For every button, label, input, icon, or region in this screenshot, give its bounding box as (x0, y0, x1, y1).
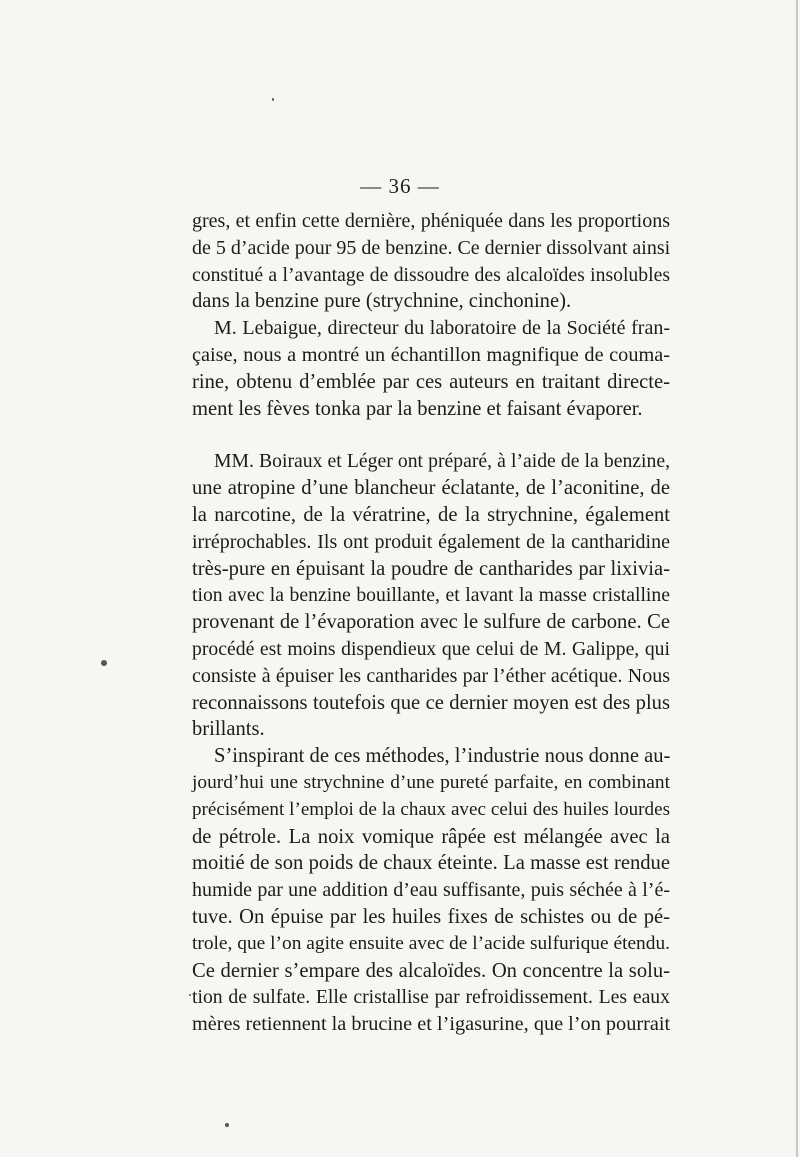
text-line: très-pure en épuisant la poudre de cantharides par lixivia- (192, 557, 670, 580)
text-line: précisément l’emploi de la chaux avec celui des huiles lourdes (192, 798, 670, 820)
text-line: provenant de l’évaporation avec le sulfure de carbone. Ce (192, 611, 670, 634)
text-line: tuve. On épuise par les huiles fixes de schistes ou de pé- (192, 905, 670, 928)
paragraph (192, 743, 670, 1038)
text-line: MM. Boiraux et Léger ont préparé, à l’aide de la benzine, (214, 450, 670, 473)
text-line: S’inspirant de ces méthodes, l’industrie nous donne au- (214, 745, 671, 768)
body-text (192, 208, 670, 1038)
text-line: tion de sulfate. Elle cristallise par refroidissement. Les eaux (192, 986, 670, 1009)
scan-edge-line (796, 0, 798, 1157)
paragraph (192, 208, 670, 315)
text-line: jourd’hui une strychnine d’une pureté parfaite, en combinant (192, 771, 670, 793)
text-line: moitié de son poids de chaux éteinte. La masse est rendue (192, 852, 670, 875)
text-line: procédé est moins dispendieux que celui de M. Galippe, qui (192, 637, 670, 660)
text-line: dans la benzine pure (strychnine, cinchonine). (192, 290, 572, 313)
text-line: constitué a l’avantage de dissoudre des alcaloïdes insolubles (192, 263, 670, 286)
page-number: — 36 — (360, 174, 440, 198)
text-line: de 5 d’acide pour 95 de benzine. Ce dernier dissolvant ainsi (192, 236, 671, 259)
text-line: M. Lebaigue, directeur du laboratoire de la Société fran- (214, 317, 670, 340)
text-line: la narcotine, de la vératrine, de la strychnine, également (192, 503, 670, 526)
text-line: trole, que l’on agite ensuite avec de l’acide sulfurique étendu. (192, 932, 670, 954)
text-line: irréprochables. Ils ont produit également de la cantharidine (192, 530, 670, 553)
paragraph-gap (192, 422, 670, 448)
text-line: de pétrole. La noix vomique râpée est mélangée avec la (192, 825, 670, 848)
scan-speck (225, 1123, 229, 1127)
text-line: gres, et enfin cette dernière, phéniquée dans les proportions (192, 210, 670, 232)
text-line: une atropine d’une blancheur éclatante, de l’aconitine, de (192, 477, 670, 500)
text-line: tion avec la benzine bouillante, et lavant la masse cristalline (192, 584, 670, 607)
text-line: mères retiennent la brucine et l’igasurine, que l’on pourrait (192, 1013, 671, 1036)
text-line: rine, obtenu d’emblée par ces auteurs en traitant directe- (192, 370, 670, 393)
text-line: Ce dernier s’empare des alcaloïdes. On concentre la solu- (192, 959, 670, 982)
scan-speck (272, 98, 274, 101)
text-line: consiste à épuiser les cantharides par l’éther acétique. Nous (192, 664, 670, 687)
paragraph (192, 448, 670, 743)
text-line: ment les fèves tonka par la benzine et faisant évaporer. (192, 397, 643, 420)
text-line: reconnaissons toutefois que ce dernier moyen est des plus (192, 691, 670, 714)
text-line: brillants. (192, 718, 265, 741)
text-line: humide par une addition d’eau suffisante, puis séchée à l’é- (192, 879, 670, 902)
text-line: çaise, nous a montré un échantillon magnifique de couma- (192, 343, 670, 366)
scan-speck (189, 994, 191, 996)
paragraph (192, 315, 670, 422)
scan-speck (101, 660, 107, 666)
